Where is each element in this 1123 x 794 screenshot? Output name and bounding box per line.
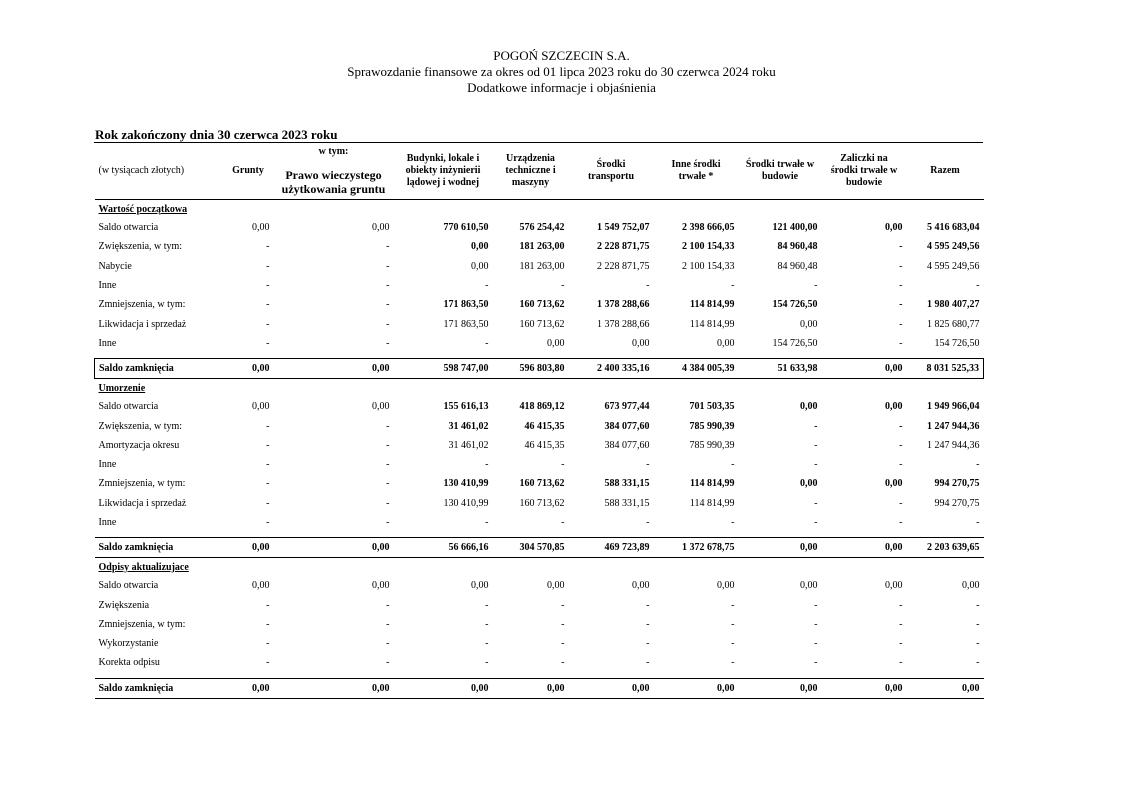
table-cell: -: [976, 657, 980, 669]
closing-cell: 0,00: [274, 678, 394, 698]
closing-cell: 596 803,80: [493, 359, 569, 379]
table-cell: -: [386, 497, 390, 509]
table-cell: -: [266, 280, 270, 292]
table-cell: -: [899, 318, 903, 330]
table-cell: -: [386, 439, 390, 451]
row-label: Zmniejszenia, w tym:: [98, 618, 186, 630]
table-cell: 160 713,62: [519, 299, 565, 311]
table-cell: 154 726,50: [772, 299, 818, 311]
table-cell: -: [814, 459, 818, 471]
section-heading: Wartość początkowa: [98, 203, 188, 215]
table-cell: -: [899, 497, 903, 509]
table-cell: -: [814, 497, 818, 509]
table-cell: 588 331,15: [604, 497, 650, 509]
table-cell: -: [266, 299, 270, 311]
closing-cell: 8 031 525,33: [907, 359, 984, 379]
table-cell: 160 713,62: [519, 497, 565, 509]
closing-cell: 0,00: [822, 678, 907, 698]
table-cell: -: [266, 318, 270, 330]
table-cell: -: [646, 517, 650, 528]
table-cell: 785 990,39: [689, 439, 735, 451]
table-cell: 1 247 944,36: [927, 439, 980, 451]
table-row: [95, 615, 984, 634]
table-cell: -: [266, 420, 270, 432]
table-cell: -: [646, 459, 650, 471]
table-cell: -: [266, 241, 270, 253]
table-cell: 171 863,50: [443, 318, 489, 330]
table-cell: 181 263,00: [519, 260, 565, 272]
row-label: Saldo otwarcia: [98, 580, 159, 592]
closing-cell: 0,00: [569, 678, 654, 698]
table-cell: -: [386, 638, 390, 650]
row-label: Zmniejszenia, w tym:: [98, 478, 186, 490]
table-cell: 4 595 249,56: [927, 260, 980, 272]
table-cell: 31 461,02: [448, 439, 489, 451]
table-cell: -: [814, 439, 818, 451]
table-cell: -: [485, 638, 489, 650]
table-row: [95, 513, 984, 532]
table-cell: -: [266, 459, 270, 471]
table-cell: -: [899, 260, 903, 272]
table-cell: -: [976, 599, 980, 611]
table-cell: -: [386, 420, 390, 432]
table-cell: -: [485, 459, 489, 471]
table-row: [95, 474, 984, 493]
table-cell: -: [266, 638, 270, 650]
table-cell: -: [646, 280, 650, 292]
table-cell: -: [386, 318, 390, 330]
section-heading: Odpisy aktualizujace: [98, 561, 189, 573]
closing-cell: 2 203 639,65: [907, 538, 984, 558]
table-cell: -: [485, 599, 489, 611]
table-cell: 0,00: [800, 478, 818, 490]
closing-label: Saldo zamknięcia: [95, 678, 223, 698]
closing-cell: 0,00: [274, 359, 394, 379]
table-cell: 673 977,44: [604, 401, 650, 413]
table-row: [95, 595, 984, 614]
col-zaliczki: Zaliczki na środki trwałe w budowie: [822, 143, 907, 200]
table-cell: 84 960,48: [777, 260, 818, 272]
table-cell: -: [646, 657, 650, 669]
row-label: Inne: [98, 517, 117, 528]
table-cell: -: [386, 459, 390, 471]
table-cell: 2 100 154,33: [682, 241, 735, 253]
closing-cell: 0,00: [739, 538, 822, 558]
table-cell: 1 549 752,07: [597, 222, 650, 234]
table-cell: 1 247 944,36: [927, 420, 980, 432]
table-cell: 418 869,12: [519, 401, 565, 413]
closing-cell: 56 666,16: [394, 538, 493, 558]
table-cell: -: [731, 280, 735, 292]
row-label: Zwiększenia: [98, 599, 150, 611]
table-cell: 0,00: [252, 580, 270, 592]
table-cell: 0,00: [800, 318, 818, 330]
table-row: [95, 455, 984, 474]
table-row: [95, 653, 984, 672]
table-cell: 31 461,02: [448, 420, 489, 432]
table-cell: 785 990,39: [689, 420, 735, 432]
table-cell: 0,00: [632, 580, 650, 592]
table-cell: 0,00: [471, 241, 489, 253]
table-cell: -: [266, 497, 270, 509]
table-cell: 121 400,00: [772, 222, 818, 234]
table-cell: 0,00: [885, 222, 903, 234]
row-label: Nabycie: [98, 260, 132, 272]
table-cell: 130 410,99: [443, 478, 489, 490]
col-inne: Inne środki trwałe *: [654, 143, 739, 200]
table-cell: -: [386, 618, 390, 630]
table-cell: 0,00: [632, 337, 650, 349]
table-cell: -: [814, 599, 818, 611]
table-row: [95, 494, 984, 513]
col-grunty: Grunty: [223, 143, 274, 200]
table-cell: 1 378 288,66: [597, 318, 650, 330]
table-cell: -: [814, 618, 818, 630]
table-row: [95, 276, 984, 295]
table-cell: -: [731, 459, 735, 471]
table-row: [95, 257, 984, 276]
table-cell: 0,00: [252, 401, 270, 413]
closing-cell: 304 570,85: [493, 538, 569, 558]
table-row: [95, 634, 984, 653]
table-cell: -: [731, 657, 735, 669]
table-row: [95, 436, 984, 455]
row-label: Likwidacja i sprzedaż: [98, 497, 187, 509]
table-cell: 0,00: [885, 478, 903, 490]
table-cell: 0,00: [800, 580, 818, 592]
row-label: Saldo otwarcia: [98, 222, 159, 234]
table-title: Rok zakończony dnia 30 czerwca 2023 roku: [95, 127, 338, 142]
table-row: [95, 576, 984, 595]
table-cell: 154 726,50: [934, 337, 980, 349]
table-cell: 154 726,50: [772, 337, 818, 349]
table-cell: 0,00: [885, 401, 903, 413]
closing-cell: 469 723,89: [569, 538, 654, 558]
table-cell: -: [976, 638, 980, 650]
table-cell: -: [485, 618, 489, 630]
table-cell: -: [561, 280, 565, 292]
table-cell: 4 595 249,56: [927, 241, 980, 253]
table-cell: 130 410,99: [443, 497, 489, 509]
closing-cell: 0,00: [654, 678, 739, 698]
row-label: Zmniejszenia, w tym:: [98, 299, 186, 311]
section-heading: Umorzenie: [98, 382, 146, 394]
col-prawo: [274, 143, 394, 200]
table-cell: 994 270,75: [934, 478, 980, 490]
table-cell: -: [266, 478, 270, 490]
table-cell: 0,00: [471, 260, 489, 272]
closing-cell: 4 384 005,39: [654, 359, 739, 379]
table-row: [95, 218, 984, 237]
table-cell: 0,00: [471, 580, 489, 592]
table-cell: -: [266, 618, 270, 630]
table-cell: 384 077,60: [604, 439, 650, 451]
table-cell: 114 814,99: [689, 318, 735, 330]
table-cell: -: [386, 599, 390, 611]
table-cell: 114 814,99: [690, 299, 735, 311]
table-cell: -: [266, 657, 270, 669]
table-cell: 0,00: [800, 401, 818, 413]
column-header-row: [95, 143, 984, 200]
table-cell: -: [561, 599, 565, 611]
row-label: Wykorzystanie: [98, 638, 159, 650]
table-cell: -: [646, 599, 650, 611]
table-cell: -: [561, 459, 565, 471]
table-cell: -: [731, 599, 735, 611]
table-cell: -: [266, 337, 270, 349]
closing-label: Saldo zamknięcia: [95, 538, 223, 558]
table-cell: 181 263,00: [519, 241, 565, 253]
table-cell: -: [899, 459, 903, 471]
table-cell: 2 228 871,75: [597, 241, 650, 253]
closing-cell: 0,00: [739, 678, 822, 698]
table-cell: -: [266, 439, 270, 451]
table-cell: -: [485, 657, 489, 669]
table-row: [95, 416, 984, 435]
table-cell: 114 814,99: [689, 497, 735, 509]
table-row: [95, 314, 984, 333]
col-urzadzenia: Urządzenia techniczne i maszyny: [493, 143, 569, 200]
closing-cell: 0,00: [223, 678, 274, 698]
table-cell: 0,00: [717, 337, 735, 349]
table-cell: 0,00: [885, 580, 903, 592]
closing-row: [95, 678, 984, 698]
table-cell: 160 713,62: [519, 478, 565, 490]
table-cell: -: [386, 517, 390, 528]
closing-cell: 598 747,00: [394, 359, 493, 379]
table-cell: -: [899, 299, 903, 311]
table-cell: -: [899, 439, 903, 451]
table-cell: 0,00: [372, 401, 390, 413]
table-cell: -: [386, 478, 390, 490]
prawo-label: Prawo wieczystego użytkowania gruntu: [281, 168, 386, 196]
table-cell: -: [386, 337, 390, 349]
table-cell: -: [561, 638, 565, 650]
table-cell: 46 415,35: [524, 439, 565, 451]
table-cell: 384 077,60: [604, 420, 650, 432]
section-heading-row: [95, 200, 984, 219]
col-budynki: Budynki, lokale i obiekty inżynierii lądowej i wodnej: [394, 143, 493, 200]
closing-cell: 0,00: [822, 359, 907, 379]
table-cell: -: [561, 517, 565, 528]
table-cell: -: [899, 638, 903, 650]
table-cell: -: [899, 618, 903, 630]
col-srodki-transportu: Środki transportu: [569, 143, 654, 200]
table-cell: -: [814, 420, 818, 432]
closing-row: [95, 538, 984, 558]
table-cell: 2 228 871,75: [597, 260, 650, 272]
section-heading-row: [95, 379, 984, 398]
table-body: [95, 200, 984, 699]
row-label: Amortyzacja okresu: [98, 439, 180, 451]
table-cell: -: [561, 618, 565, 630]
table-cell: -: [266, 517, 270, 528]
table-cell: -: [899, 420, 903, 432]
table-cell: -: [731, 618, 735, 630]
table-cell: 2 398 666,05: [682, 222, 735, 234]
table-cell: 0,00: [252, 222, 270, 234]
table-cell: 0,00: [717, 580, 735, 592]
table-cell: 0,00: [372, 222, 390, 234]
row-label: Likwidacja i sprzedaż: [98, 318, 187, 330]
table-cell: 770 610,50: [443, 222, 489, 234]
table-cell: -: [814, 657, 818, 669]
table-cell: 1 949 966,04: [927, 401, 980, 413]
closing-cell: 0,00: [822, 538, 907, 558]
table-cell: 46 415,35: [524, 420, 565, 432]
table-cell: -: [976, 280, 980, 292]
col-w-budowie: Środki trwałe w budowie: [739, 143, 822, 200]
table-cell: -: [731, 517, 735, 528]
report-subtitle-2: Dodatkowe informacje i objaśnienia: [467, 80, 656, 95]
table-cell: 0,00: [547, 580, 565, 592]
closing-cell: 0,00: [223, 359, 274, 379]
table-cell: -: [266, 599, 270, 611]
table-cell: -: [814, 638, 818, 650]
table-cell: -: [899, 280, 903, 292]
closing-cell: 2 400 335,16: [569, 359, 654, 379]
table-cell: 0,00: [372, 580, 390, 592]
table-cell: 994 270,75: [934, 497, 980, 509]
row-label: Saldo otwarcia: [98, 401, 159, 413]
table-cell: -: [485, 280, 489, 292]
table-cell: -: [386, 280, 390, 292]
table-cell: 0,00: [962, 580, 980, 592]
table-cell: -: [561, 657, 565, 669]
section-heading-row: [95, 558, 984, 577]
table-cell: 576 254,42: [519, 222, 565, 234]
company-name: POGOŃ SZCZECIN S.A.: [493, 48, 630, 63]
row-label: Inne: [98, 280, 117, 292]
table-cell: 84 960,48: [777, 241, 818, 253]
row-label: Inne: [98, 337, 117, 349]
table-cell: -: [976, 459, 980, 471]
row-label: Korekta odpisu: [98, 657, 160, 669]
document-header: [0, 48, 1123, 96]
table-cell: 2 100 154,33: [682, 260, 735, 272]
table-cell: -: [899, 241, 903, 253]
row-label: Inne: [98, 459, 117, 471]
report-subtitle: Sprawozdanie finansowe za okres od 01 lipca 2023 roku do 30 czerwca 2024 roku: [347, 64, 776, 79]
table-row: [95, 237, 984, 256]
table-row: [95, 295, 984, 314]
table-cell: -: [646, 638, 650, 650]
closing-cell: 0,00: [493, 678, 569, 698]
closing-row: [95, 359, 984, 379]
table-cell: 701 503,35: [689, 401, 735, 413]
table-cell: 1 378 288,66: [597, 299, 650, 311]
table-cell: -: [899, 337, 903, 349]
table-cell: -: [976, 517, 980, 528]
table-cell: -: [386, 241, 390, 253]
table-cell: -: [386, 299, 390, 311]
table-cell: -: [386, 657, 390, 669]
closing-cell: 51 633,98: [739, 359, 822, 379]
table-cell: -: [899, 517, 903, 528]
col-razem: Razem: [907, 143, 984, 200]
closing-cell: 0,00: [394, 678, 493, 698]
table-cell: 155 616,13: [443, 401, 489, 413]
closing-label: Saldo zamknięcia: [95, 359, 223, 379]
w-tym-label: w tym:: [318, 146, 349, 157]
table-cell: -: [646, 618, 650, 630]
table-cell: 1 980 407,27: [927, 299, 980, 311]
row-label: Zwiększenia, w tym:: [98, 241, 183, 253]
table-cell: -: [899, 599, 903, 611]
table-cell: -: [899, 657, 903, 669]
row-label: Zwiększenia, w tym:: [98, 420, 183, 432]
closing-cell: 0,00: [274, 538, 394, 558]
table-cell: -: [485, 517, 489, 528]
table-cell: -: [485, 337, 489, 349]
table-cell: -: [266, 260, 270, 272]
table-cell: 588 331,15: [604, 478, 650, 490]
table-row: [95, 334, 984, 353]
closing-cell: 0,00: [907, 678, 984, 698]
fixed-assets-table: [94, 143, 984, 699]
table-cell: 171 863,50: [443, 299, 489, 311]
table-cell: 0,00: [547, 337, 565, 349]
table-cell: -: [814, 280, 818, 292]
table-cell: 114 814,99: [690, 478, 735, 490]
table-cell: 5 416 683,04: [927, 222, 980, 234]
unit-header: (w tysiącach złotych): [95, 143, 223, 200]
closing-cell: 1 372 678,75: [654, 538, 739, 558]
table-row: [95, 397, 984, 416]
closing-cell: 0,00: [223, 538, 274, 558]
table-cell: -: [976, 618, 980, 630]
table-cell: -: [731, 638, 735, 650]
table-cell: -: [386, 260, 390, 272]
table-cell: -: [814, 517, 818, 528]
table-cell: 160 713,62: [519, 318, 565, 330]
table-cell: 1 825 680,77: [927, 318, 980, 330]
